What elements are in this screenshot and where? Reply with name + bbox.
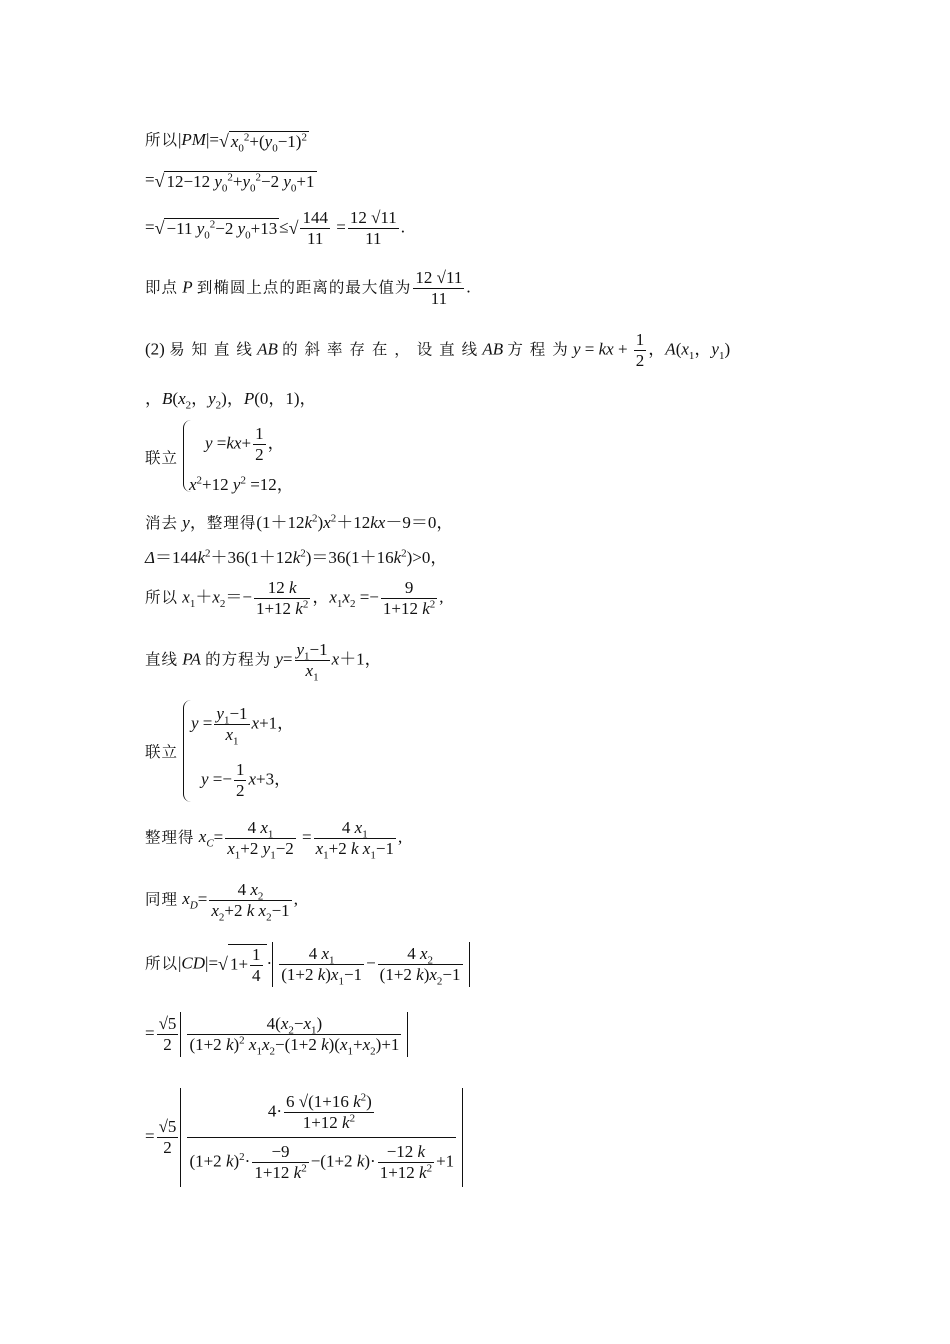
cd-line-1: 所以|CD|=√ 1+ $\frac{1}{4}$ · $\frac{4 x_1}{(1+2 k)x_1-1}$ − $\frac{4 x_2}{(1+2 k)x_2-1}$ <box>145 942 470 987</box>
eq-pm-1: 所以|PM|=√ $x_0^2+(y_0-1)^2$ <box>145 130 307 154</box>
points-line: ，$B(x_2$，$y_2$)，P(0，1)， <box>145 389 317 412</box>
eliminate-line: 消去 y，整理得$(1+12k^2)x^2+12kx-9=0$， <box>145 512 454 532</box>
max-distance-line: 即点 P 到椭圆上点的距离的最大值为 $\frac{12 √11}{11}$ . <box>145 268 471 308</box>
discriminant-line: $\Delta=144k^2+36(1+12k^2)=36(1+16k^2)>0$， <box>145 547 448 567</box>
vieta-line: 所以 $x_1+x_2=-$ $\frac{12 k}{1+12 k^2}$ ，$x_1x_2$ =− $\frac{9}{1+12 k^2}$ , <box>145 578 444 618</box>
part2-intro: (2) 易 知 直 线 AB 的 斜 率 存 在 ， 设 直 线 AB 方 程 为 y = kx + $\frac{1}{2}$ ，$A(x_1$，$y_1$) <box>145 330 731 370</box>
system-2-label: 联立 <box>145 743 179 761</box>
system-2: 联立 y = $\frac{y_1-1}{x_1}$ x+1， y =− $\frac{1}{2}$ x+3， <box>145 700 465 805</box>
cd-line-3: = $\frac{√5}{2}$ 4· $\frac{6 √(1+16 k^2)}{1+12 k^2}$ (1+2 k)$^2$· $\frac{-9}{1+12 k^2}$ −(1+2 k)· $\frac{-12 k}{1+12 k^2}$ +1 <box>145 1088 463 1187</box>
eq-pm-3: =√ −11 $y_0^2-2$ $y_0+13$ ≤√ $\frac{144}{11}$ = $\frac{12 √11}{11}$ . <box>145 208 406 248</box>
xc-line: 整理得 $x_C=$ $\frac{4 x_1}{x_1+2 y_1-2}$ = $\frac{4 x_1}{x_1+2 k x_1-1}$ , <box>145 818 403 862</box>
eq-pm-2: =√ 12−12 $y_0^2+y_0^2-2$ $y_0+1$ <box>145 170 315 194</box>
xd-line: 同理 $x_D=$ $\frac{4 x_2}{x_2+2 k x_2-1}$ , <box>145 880 298 924</box>
line-pa: 直线 PA 的方程为 y= $\frac{y_1-1}{x_1}$ x＋1， <box>145 640 382 684</box>
system-1-label: 联立 <box>145 449 179 467</box>
system-1: 联立 y =kx+ $\frac{1}{2}$ ， $x^2+12$ $y^2 =12$， <box>145 420 445 495</box>
cd-line-2: = $\frac{√5}{2}$ $\frac{4(x_2-x_1)}{(1+2 k)^2 x_1x_2-(1+2 k)(x_1+x_2)+1}$ <box>145 1012 408 1057</box>
